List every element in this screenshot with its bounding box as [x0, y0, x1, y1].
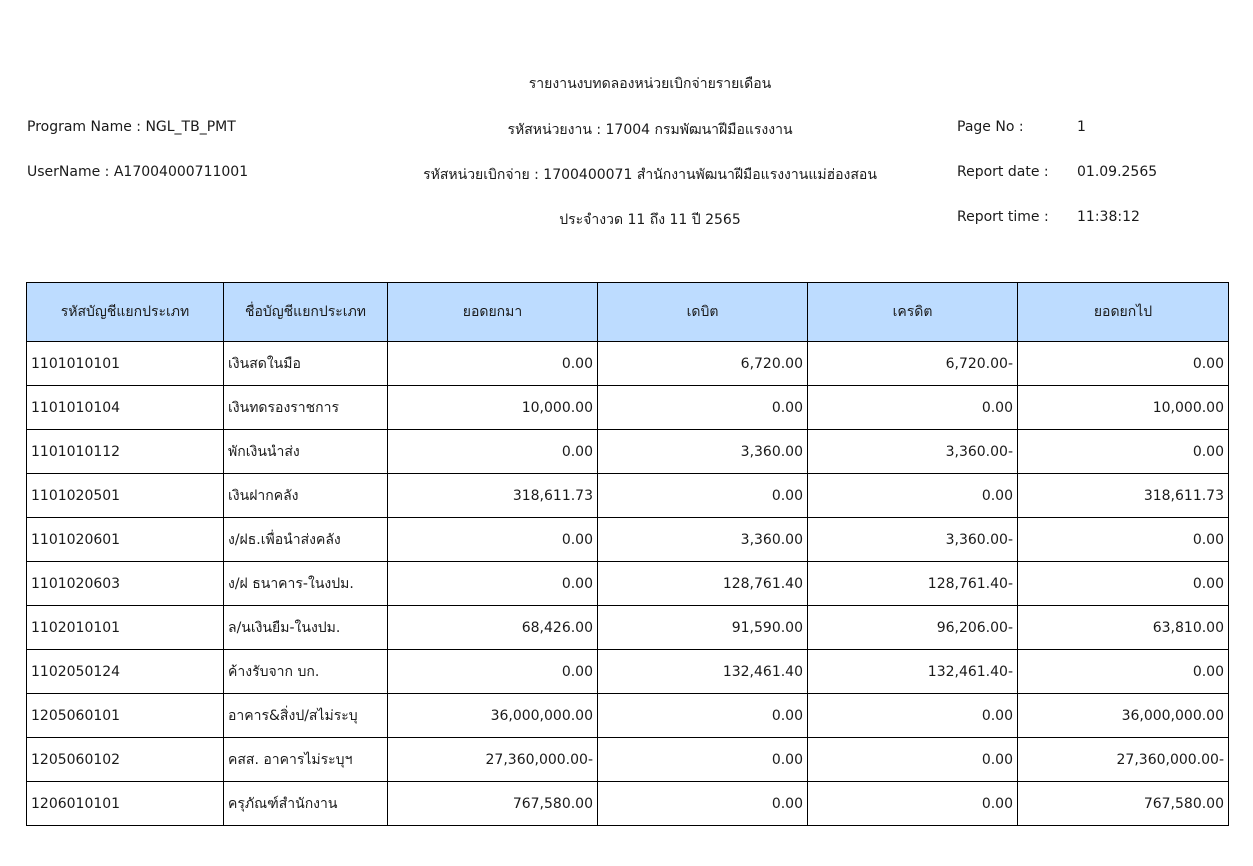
disbursement-unit: รหัสหน่วยเบิกจ่าย : 1700400071 สำนักงานพัฒนาฝีมือแรงงานแม่ฮ่องสอน [423, 167, 877, 183]
column-header-account-name: ชื่อบัญชีแยกประเภท [224, 283, 388, 342]
table-row [27, 518, 1229, 562]
account-code: 1206010101 [27, 782, 224, 826]
trial-balance-table [26, 282, 1229, 826]
column-header-credit: เครดิต [808, 283, 1018, 342]
table-row [27, 430, 1229, 474]
account-code: 1102010101 [27, 606, 224, 650]
column-header-account-code: รหัสบัญชีแยกประเภท [27, 283, 224, 342]
column-header-opening-balance: ยอดยกมา [388, 283, 598, 342]
account-name: เงินฝากคลัง [224, 474, 388, 518]
account-name: ล/นเงินยืม-ในงปม. [224, 606, 388, 650]
debit: 3,360.00 [598, 518, 808, 562]
opening-balance: 767,580.00 [388, 782, 598, 826]
debit: 0.00 [598, 386, 808, 430]
department-code: รหัสหน่วยงาน : 17004 กรมพัฒนาฝีมือแรงงาน [507, 122, 793, 138]
column-header-debit: เดบิต [598, 283, 808, 342]
account-code: 1101020603 [27, 562, 224, 606]
opening-balance: 27,360,000.00- [388, 738, 598, 782]
table-row [27, 474, 1229, 518]
credit: 132,461.40- [808, 650, 1018, 694]
credit: 0.00 [808, 386, 1018, 430]
debit: 0.00 [598, 738, 808, 782]
opening-balance: 0.00 [388, 430, 598, 474]
account-code: 1205060101 [27, 694, 224, 738]
account-code: 1101010101 [27, 342, 224, 386]
closing-balance: 10,000.00 [1018, 386, 1229, 430]
account-name: ง/ฝ ธนาคาร-ในงปม. [224, 562, 388, 606]
opening-balance: 0.00 [388, 518, 598, 562]
account-code: 1101020601 [27, 518, 224, 562]
report-date-label: Report date : [957, 164, 1049, 180]
credit: 0.00 [808, 738, 1018, 782]
account-name: เงินทดรองราชการ [224, 386, 388, 430]
opening-balance: 10,000.00 [388, 386, 598, 430]
account-name: คสส. อาคารไม่ระบุฯ [224, 738, 388, 782]
column-header-closing-balance: ยอดยกไป [1018, 283, 1229, 342]
report-time-value: 11:38:12 [1077, 209, 1140, 225]
debit: 0.00 [598, 782, 808, 826]
account-name: พักเงินนำส่ง [224, 430, 388, 474]
debit: 132,461.40 [598, 650, 808, 694]
debit: 91,590.00 [598, 606, 808, 650]
program-name: Program Name : NGL_TB_PMT [27, 119, 236, 135]
account-name: เงินสดในมือ [224, 342, 388, 386]
account-name: ครุภัณฑ์สำนักงาน [224, 782, 388, 826]
account-code: 1101010112 [27, 430, 224, 474]
account-name: ค้างรับจาก บก. [224, 650, 388, 694]
closing-balance: 0.00 [1018, 562, 1229, 606]
closing-balance: 318,611.73 [1018, 474, 1229, 518]
credit: 128,761.40- [808, 562, 1018, 606]
table-row [27, 562, 1229, 606]
account-code: 1101010104 [27, 386, 224, 430]
closing-balance: 27,360,000.00- [1018, 738, 1229, 782]
closing-balance: 36,000,000.00 [1018, 694, 1229, 738]
closing-balance: 0.00 [1018, 650, 1229, 694]
page-no-value: 1 [1077, 119, 1086, 135]
credit: 6,720.00- [808, 342, 1018, 386]
debit: 0.00 [598, 474, 808, 518]
table-row [27, 738, 1229, 782]
debit: 3,360.00 [598, 430, 808, 474]
opening-balance: 0.00 [388, 342, 598, 386]
table-row [27, 650, 1229, 694]
opening-balance: 0.00 [388, 562, 598, 606]
report-time-label: Report time : [957, 209, 1049, 225]
credit: 0.00 [808, 782, 1018, 826]
opening-balance: 36,000,000.00 [388, 694, 598, 738]
opening-balance: 318,611.73 [388, 474, 598, 518]
report-period: ประจำงวด 11 ถึง 11 ปี 2565 [559, 212, 741, 228]
table-row [27, 782, 1229, 826]
credit: 3,360.00- [808, 430, 1018, 474]
opening-balance: 68,426.00 [388, 606, 598, 650]
account-code: 1205060102 [27, 738, 224, 782]
debit: 0.00 [598, 694, 808, 738]
account-name: อาคาร&สิ่งป/สไม่ระบุ [224, 694, 388, 738]
report-date-value: 01.09.2565 [1077, 164, 1158, 180]
closing-balance: 63,810.00 [1018, 606, 1229, 650]
closing-balance: 0.00 [1018, 430, 1229, 474]
table-row [27, 606, 1229, 650]
closing-balance: 767,580.00 [1018, 782, 1229, 826]
credit: 0.00 [808, 694, 1018, 738]
credit: 96,206.00- [808, 606, 1018, 650]
table-row [27, 694, 1229, 738]
table-row [27, 342, 1229, 386]
opening-balance: 0.00 [388, 650, 598, 694]
credit: 3,360.00- [808, 518, 1018, 562]
closing-balance: 0.00 [1018, 342, 1229, 386]
debit: 128,761.40 [598, 562, 808, 606]
user-name: UserName : A17004000711001 [27, 164, 249, 180]
debit: 6,720.00 [598, 342, 808, 386]
page-no-label: Page No : [957, 119, 1024, 135]
table-header-row [27, 283, 1229, 342]
table-row [27, 386, 1229, 430]
account-name: ง/ฝธ.เพื่อนำส่งคลัง [224, 518, 388, 562]
closing-balance: 0.00 [1018, 518, 1229, 562]
credit: 0.00 [808, 474, 1018, 518]
account-code: 1102050124 [27, 650, 224, 694]
account-code: 1101020501 [27, 474, 224, 518]
report-title: รายงานงบทดลองหน่วยเบิกจ่ายรายเดือน [528, 76, 772, 92]
